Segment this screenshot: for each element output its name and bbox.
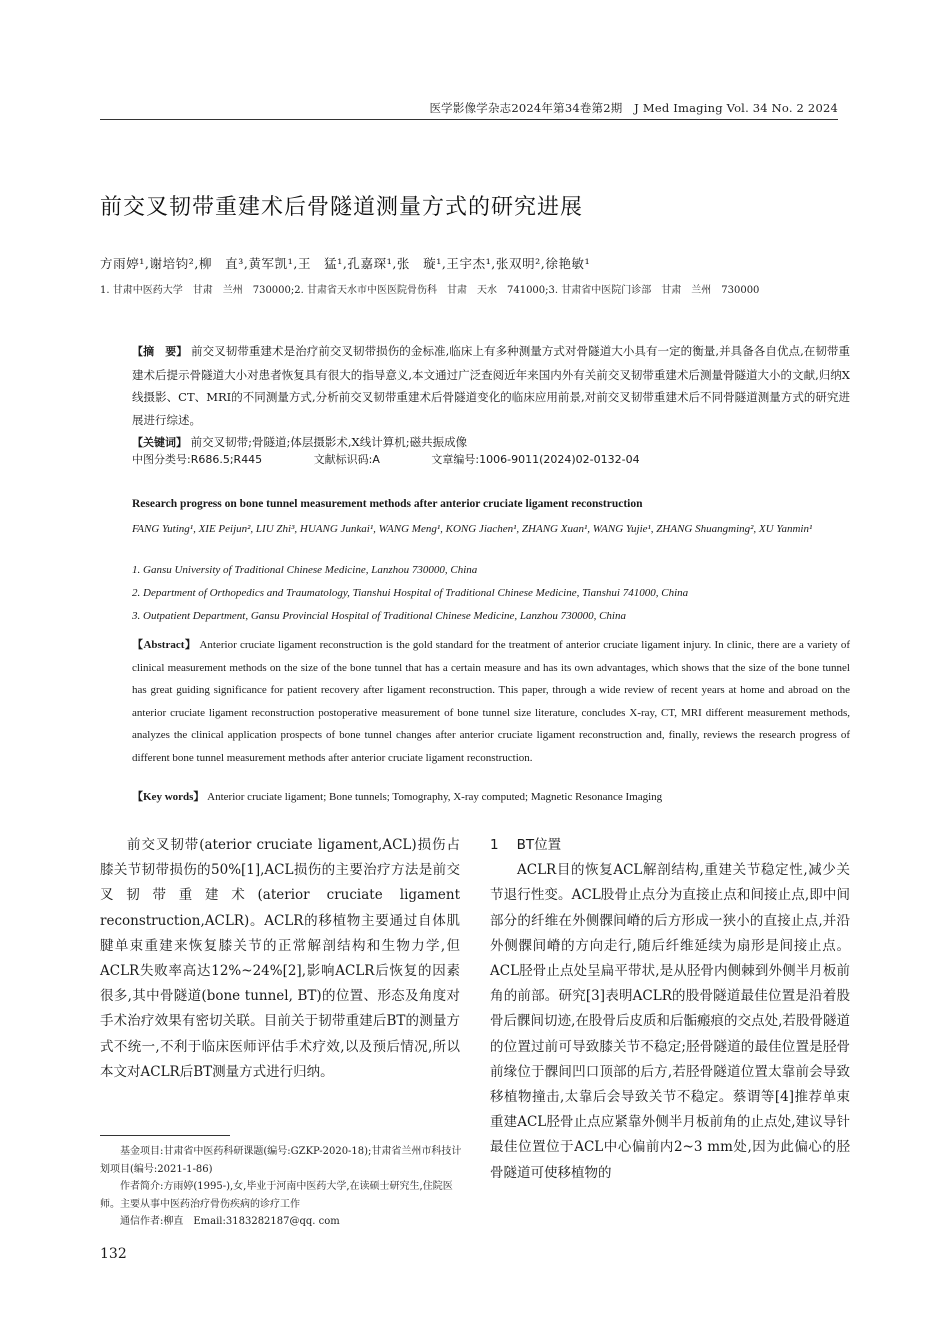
- english-keywords-text: Anterior cruciate ligament; Bone tunnels; Tomography, X-ray computed; Magnetic Resonance Imaging: [207, 791, 663, 803]
- page-number: 132: [100, 1246, 127, 1262]
- english-keywords-label: 【Key words】: [132, 791, 205, 803]
- author-intro-note: 作者简介:方雨婷(1995-),女,毕业于河南中医药大学,在读硕士研究生,住院医师。主要从事中医药治疗骨伤疾病的诊疗工作: [100, 1181, 453, 1210]
- article-title: 前交叉韧带重建术后骨隧道测量方式的研究进展: [100, 195, 584, 220]
- keywords-label: 【关键词】: [132, 436, 187, 450]
- article-number: 文章编号:1006-9011(2024)02-0132-04: [431, 453, 640, 466]
- correspondence-note: 通信作者:柳直 Email:3183282187@qq. com: [120, 1216, 340, 1227]
- clc-code: 中图分类号:R686.5;R445: [132, 453, 263, 466]
- english-abstract-text: Anterior cruciate ligament reconstruction is the gold standard for the treatment of anterior cruciate ligament injury. In clinic, there are a variety of clinical measurement methods on the size of the bone tunnel that has a certain measure and has its own advantages, which shows that the size of the bone tunnel has great guiding significance for patient recovery after ligament reconstruction. This paper, through a wide review of recent years at home and abroad on the anterior cruciate ligament reconstruction postoperative measurement of bone tunnel size literature, concludes X-ray, CT, MRI different measurement methods, analyzes the clinical application prospects of bone tunnel changes after anterior cruciate ligament reconstruction and, finally, reviews the research progress of different bone tunnel measurement methods after anterior cruciate ligament reconstruction.: [132, 639, 850, 764]
- abstract-text: 前交叉韧带重建术是治疗前交叉韧带损伤的金标准,临床上有多种测量方式对骨隧道大小具有一定的衡量,并具备各自优点,在韧带重建术后提示骨隧道大小对患者恢复具有很大的指导意义,本文通过广泛查阅近年来国内外有关前交叉韧带重建术后测量骨隧道大小的文献,归纳X线摄影、CT、MRI的不同测量方式,分析前交叉韧带重建术后骨隧道变化的临床应用前景,对前交叉韧带重建术后不同骨隧道测量方式的研究进展进行综述。: [132, 344, 851, 427]
- section-heading: [490, 833, 850, 858]
- english-affiliation-2: 2. Department of Orthopedics and Traumatology, Tianshui Hospital of Traditional Chinese Medicine, Tianshui 741000, China: [132, 587, 689, 599]
- affiliations: 1. 甘肃中医药大学 甘肃 兰州 730000;2. 甘肃省天水市中医医院骨伤科 甘肃 天水 741000;3. 甘肃省中医院门诊部 甘肃 兰州 730000: [100, 285, 760, 296]
- english-title: Research progress on bone tunnel measurement methods after anterior cruciate ligament reconstruction: [132, 498, 643, 510]
- english-affiliation-1: 1. Gansu University of Traditional Chinese Medicine, Lanzhou 730000, China: [132, 564, 478, 576]
- english-abstract: [132, 634, 850, 769]
- footnote-rule: [100, 1135, 230, 1136]
- fund-note: 基金项目:甘肃省中医药科研课题(编号:GZKP-2020-18);甘肃省兰州市科技计划项目(编号:2021-1-86): [100, 1146, 462, 1175]
- header-rule: [100, 119, 838, 120]
- footnotes: [100, 1143, 462, 1231]
- english-affiliation-3: 3. Outpatient Department, Gansu Provincial Hospital of Traditional Chinese Medicine, Lanzhou 730000, China: [132, 610, 626, 622]
- chinese-abstract: [132, 340, 850, 455]
- body-right-column: [490, 833, 850, 1186]
- intro-paragraph: 前交叉韧带(aterior cruciate ligament,ACL)损伤占膝关节韧带损伤的50%[1],ACL损伤的主要治疗方法是前交叉韧带重建术(aterior cruciate ligament reconstruction,ACLR)。ACLR的移植物主要通过自体肌腱单束重建来恢复膝关节的正常解剖结构和生物力学,但ACLR失败率高达12%~24%[2],影响ACLR后恢复的因素很多,其中骨隧道(bone tunnel, BT)的位置、形态及角度对手术治疗效果有密切关联。目前关于韧带重建后BT的测量方式不统一,不利于临床医师评估手术疗效,以及预后情况,所以本文对ACLR后BT测量方式进行归纳。: [100, 837, 460, 1080]
- section-number: 1: [490, 837, 499, 853]
- running-header: 医学影像学杂志2024年第34卷第2期 J Med Imaging Vol. 34 No. 2 2024: [429, 101, 838, 115]
- classification-line: [132, 451, 688, 467]
- english-abstract-label: 【Abstract】: [132, 639, 197, 651]
- keywords-text: 前交叉韧带;骨隧道;体层摄影术,X线计算机;磁共振成像: [190, 435, 468, 450]
- abstract-label: 【摘 要】: [132, 345, 188, 358]
- section-paragraph: ACLR目的恢复ACL解剖结构,重建关节稳定性,减少关节退行性变。ACL股骨止点分为直接止点和间接止点,即中间部分的纤维在外侧髁间嵴的后方形成一狭小的直接止点,并沿外侧髁间嵴的方向走行,随后纤维延续为扇形是间接止点。ACL胫骨止点处呈扁平带状,是从胫骨内侧棘到外侧半月板前角的前部。研究[3]表明ACLR的股骨隧道最佳位置是沿着股骨后髁间切迹,在股骨后皮质和后骺瘢痕的交点处,若股骨隧道的位置过前可导致膝关节不稳定;胫骨隧道的最佳位置是胫骨前缘位于髁间凹口顶部的后方,若胫骨隧道位置太靠前会导致移植物撞击,太靠后会导致关节不稳定。蔡谓等[4]推荐单束重建ACL胫骨止点应紧靠外侧半月板前角的止点处,建议导针最佳位置位于ACL中心偏前内2~3 mm处,因为此偏心的胫骨隧道可使移植物的: [490, 862, 850, 1181]
- section-title: BT位置: [516, 837, 562, 853]
- document-code: 文献标识码:A: [313, 453, 380, 466]
- english-authors: FANG Yuting¹, XIE Peijun², LIU Zhi³, HUANG Junkai¹, WANG Meng¹, KONG Jiachen¹, ZHANG Xuan¹, WANG Yujie¹, ZHANG Shuangming², XU Yanmin¹: [132, 523, 813, 535]
- author-list: 方雨婷¹,谢培钧²,柳 直³,黄军凯¹,王 猛¹,孔嘉琛¹,张 璇¹,王宇杰¹,张双明²,徐艳敏¹: [100, 256, 591, 271]
- english-keywords: [132, 788, 662, 804]
- body-left-column: [100, 833, 460, 1085]
